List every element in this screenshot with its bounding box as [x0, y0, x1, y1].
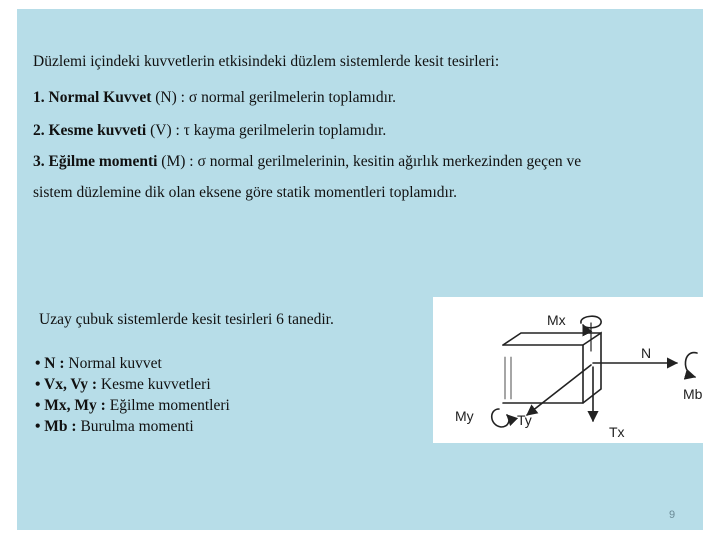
label-tx: Tx: [609, 424, 625, 440]
label-my: My: [455, 408, 474, 424]
item-bending-moment: [33, 152, 581, 172]
mb-arc: [685, 353, 697, 377]
intro-text: Düzlemi içindeki kuvvetlerin etkisindeki düzlem sistemlerde kesit tesirleri:: [33, 53, 500, 70]
item-normal-force-desc: (N) : σ normal gerilmelerin toplamıdır.: [151, 89, 397, 106]
ty-arrow: [527, 365, 591, 415]
item-shear-force: [33, 121, 386, 141]
my-arc: [492, 409, 509, 427]
page-number: 9: [669, 509, 676, 521]
item-bending-moment-desc: (M) : σ normal gerilmelerinin, kesitin ağırlık merkezinden geçen ve: [157, 153, 582, 170]
space-heading: Uzay çubuk sistemlerde kesit tesirleri 6 tanedir.: [39, 311, 334, 328]
item-normal-force-title: 1. Normal Kuvvet: [33, 89, 152, 106]
item-bending-moment-cont: sistem düzlemine dik olan eksene göre statik momentleri toplamıdır.: [33, 184, 458, 201]
slide-background: [17, 9, 703, 530]
label-mx: Mx: [547, 312, 566, 328]
label-ty: Ty: [517, 412, 532, 428]
beam-section-sketch: [433, 297, 718, 443]
list-item: • Mb : Burulma momenti: [35, 418, 194, 435]
list-item: • Vx, Vy : Kesme kuvvetleri: [35, 376, 211, 393]
space-forces-list: [35, 353, 230, 437]
beam-hatch: [505, 357, 511, 399]
item-bending-moment-title: 3. Eğilme momenti: [33, 153, 158, 170]
list-item: • Mx, My : Eğilme momentleri: [35, 397, 230, 414]
list-item: • N : Normal kuvvet: [35, 355, 162, 372]
section-forces-figure: [433, 297, 718, 443]
item-shear-force-title: 2. Kesme kuvveti: [33, 122, 147, 139]
label-mb: Mb: [683, 386, 703, 402]
item-shear-force-desc: (V) : τ kayma gerilmelerin toplamıdır.: [146, 122, 387, 139]
label-n: N: [641, 345, 652, 361]
item-normal-force: [33, 88, 396, 108]
